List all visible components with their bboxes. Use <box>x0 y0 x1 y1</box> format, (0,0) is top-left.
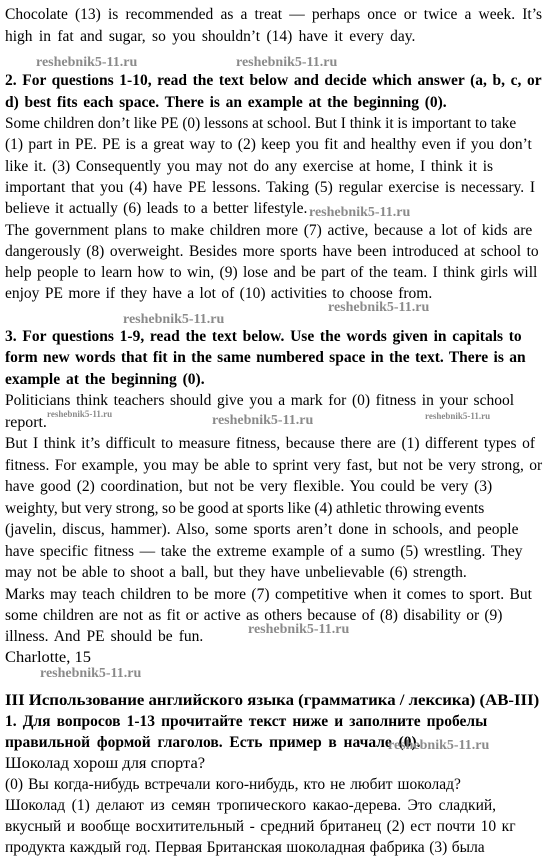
text-line: But I think it’s difficult to measure fitness, because there are (1) different types of <box>5 435 536 452</box>
watermark: reshebnik5-11.ru <box>388 738 490 753</box>
watermark: reshebnik5-11.ru <box>309 205 411 220</box>
text-line: dangerously (8) overweight. Besides more sports have been introduced at school to <box>5 243 539 260</box>
watermark: reshebnik5-11.ru <box>425 411 491 421</box>
text-line: enjoy PE more if they have a lot of (10) activities to choose from. <box>5 285 433 302</box>
text-line: illness. And PE should be fun. <box>5 628 204 645</box>
text-line: Chocolate (13) is recommended as a treat — perhaps once or twice a week. It’s <box>5 6 543 23</box>
watermark: reshebnik5-11.ru <box>123 312 225 327</box>
text-line: fitness. For example, you may be able to sprint very fast, but not be very strong, or <box>5 457 543 474</box>
text-line: Politicians think teachers should give you a mark for (0) fitness in your school <box>5 392 515 409</box>
text-line: Шоколад хорош для спорта? <box>5 755 206 772</box>
text-line: report. <box>5 414 47 431</box>
text-line: Шоколад (1) делают из семян тропического какао-дерева. Это сладкий, <box>5 797 497 814</box>
section-heading: d) best fits each space. There is an example at the beginning (0). <box>5 94 447 111</box>
text-line: Some children don’t like PE (0) lessons at school. But I think it is important to take <box>5 115 517 132</box>
text-line: have specific fitness — take the extreme example of a sumo (5) wrestling. They <box>5 543 523 560</box>
section-heading: правильной формой глаголов. Есть пример в начале (0). <box>5 734 421 751</box>
watermark: reshebnik5-11.ru <box>328 300 430 315</box>
watermark: reshebnik5-11.ru <box>212 413 314 428</box>
section-heading: III Использование английского языка (грамматика / лексика) (АВ-III) <box>5 692 540 709</box>
section-heading: example at the beginning (0). <box>5 371 205 388</box>
text-line: вкусный и вообще восхитительный - средний британец (2) ест почти 10 кг <box>5 818 516 835</box>
text-line: (1) part in PE. PE is a great way to (2) keep you fit and healthy even if you don’t <box>5 136 532 153</box>
text-line: help people to learn how to win, (9) lose and be part of the team. I think girls will <box>5 264 538 281</box>
text-line: like it. (3) Consequently you may not do any exercise at home, I think it is <box>5 158 494 175</box>
text-line: продукта каждый год. Первая Британская шоколадная фабрика (3) была <box>5 839 485 856</box>
text-line: The government plans to make children more (7) active, because a lot of kids are <box>5 222 533 239</box>
text-line: weighty, but very strong, so be good at sports like (4) athletic throwing events <box>5 500 485 517</box>
text-line: Marks may teach children to be more (7) competitive when it comes to sport. But <box>5 586 532 603</box>
text-line: important that you (4) have PE lessons. Taking (5) regular exercise is necessary. I <box>5 179 536 196</box>
watermark: reshebnik5-11.ru <box>36 55 138 70</box>
text-line: high in fat and sugar, so you shouldn’t (14) have it every day. <box>5 28 416 45</box>
watermark: reshebnik5-11.ru <box>248 622 350 637</box>
section-heading: 1. Для вопросов 1-13 прочитайте текст ниже и заполните пробелы <box>5 713 488 730</box>
section-heading: form new words that fit in the same numbered space in the text. There is an <box>5 349 526 366</box>
watermark: reshebnik5-11.ru <box>40 666 142 681</box>
section-heading: 3. For questions 1-9, read the text below. Use the words given in capitals to <box>5 328 522 345</box>
text-line: may not be able to shoot a ball, but they have unbelievable (6) strength. <box>5 564 467 581</box>
section-heading: 2. For questions 1-10, read the text below and decide which answer (a, b, c, or <box>5 72 542 89</box>
text-line: some children are not as fit or active as others because of (8) disability or (9) <box>5 607 503 624</box>
text-line: believe it actually (6) leads to a better lifestyle. <box>5 200 308 217</box>
text-line: (javelin, discus, hammer). Also, some sports aren’t done in schools, and people <box>5 521 519 538</box>
text-line: (0) Вы когда-нибудь встречали кого-нибудь, кто не любит шоколад? <box>5 776 461 793</box>
watermark: reshebnik5-11.ru <box>236 55 338 70</box>
watermark: reshebnik5-11.ru <box>47 409 113 419</box>
text-line: have good (2) coordination, but not be very flexible. You could be very (3) <box>5 478 493 495</box>
signature-text: Charlotte, 15 <box>5 649 91 666</box>
